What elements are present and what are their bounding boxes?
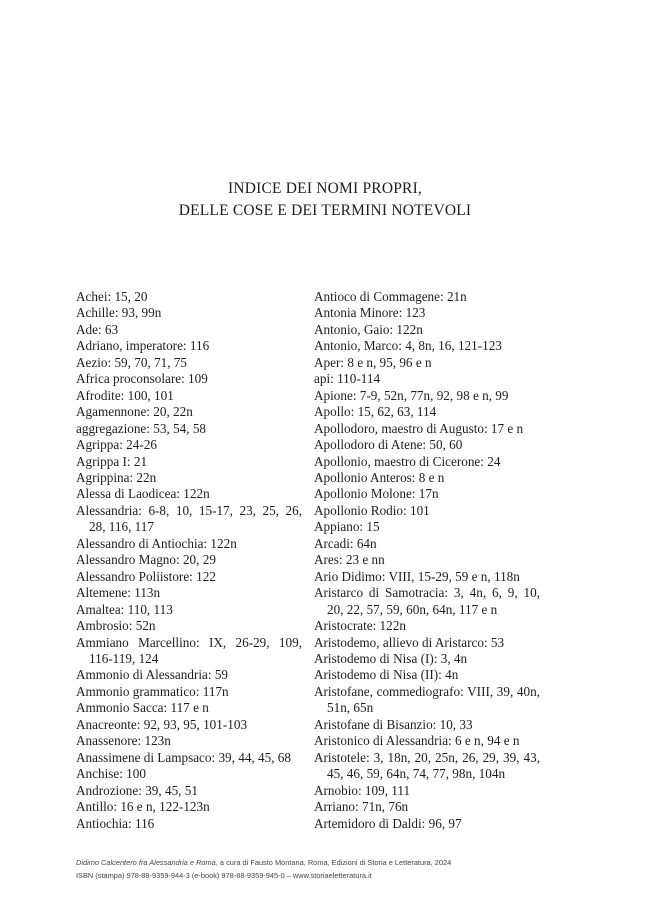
index-entry: Ares: 23 e nn xyxy=(314,552,385,568)
index-entry: Alessandria: 6-8, 10, 15-17, 23, 25, 26, 28, 116, 117 xyxy=(76,502,302,535)
index-entry: Antioco di Commagene: 21n xyxy=(314,289,467,304)
index-entry: Apione: 7-9, 52n, 77n, 92, 98 e n, 99 xyxy=(314,387,509,403)
index-entry: Agrippina: 22n xyxy=(76,469,157,485)
index-title xyxy=(0,178,650,222)
footer-citation xyxy=(76,857,451,882)
index-entry: Agrippa I: 21 xyxy=(76,453,148,469)
index-entry: Aristodemo di Nisa (I): 3, 4n xyxy=(314,650,468,666)
index-title-line-2: DELLE COSE E DEI TERMINI NOTEVOLI xyxy=(178,202,472,219)
index-entry: Aristotele: 3, 18n, 20, 25n, 26, 29, 39, 43, 45, 46, 59, 64n, 74, 77, 98n, 104n xyxy=(314,749,540,782)
index-entry: aggregazione: 53, 54, 58 xyxy=(76,420,207,436)
index-entry: Apollonio, maestro di Cicerone: 24 xyxy=(314,453,501,469)
index-entry: api: 110-114 xyxy=(314,371,381,387)
footer-publication-info: , a cura di Fausto Montana, Roma, Edizioni di Storia e Letteratura, 2024 xyxy=(215,858,452,867)
index-entry: Anassenore: 123n xyxy=(76,733,171,749)
index-entry: Afrodite: 100, 101 xyxy=(76,387,174,403)
index-entry: Androzione: 39, 45, 51 xyxy=(76,782,198,798)
index-entry: Aristodemo, allievo di Aristarco: 53 xyxy=(314,634,505,650)
index-entry: Ambrosio: 52n xyxy=(76,618,156,634)
index-entry: Aristocrate: 122n xyxy=(314,618,406,634)
index-entry: Apollodoro di Atene: 50, 60 xyxy=(314,437,463,453)
index-entry: Antonio, Marco: 4, 8n, 16, 121-123 xyxy=(314,338,502,354)
index-entry: Arcadi: 64n xyxy=(314,535,377,551)
index-entry: Arriano: 71n, 76n xyxy=(314,799,409,815)
index-entry: Antonia Minore: 123 xyxy=(314,305,426,321)
index-entry: Agamennone: 20, 22n xyxy=(76,404,193,420)
index-entry: Anassimene di Lampsaco: 39, 44, 45, 68 xyxy=(76,749,291,765)
index-entry: Arnobio: 109, 111 xyxy=(314,782,411,798)
index-entry: Anacreonte: 92, 93, 95, 101-103 xyxy=(76,716,248,732)
index-column-right xyxy=(314,289,540,832)
index-entry: Antonio, Gaio: 122n xyxy=(314,321,423,337)
index-entry: Amaltea: 110, 113 xyxy=(76,601,173,617)
index-entry: Anchise: 100 xyxy=(76,766,146,782)
index-entry: Ammonio di Alessandria: 59 xyxy=(76,667,229,683)
index-entry: Alessa di Laodicea: 122n xyxy=(76,486,210,502)
footer-book-title: Didimo Calcentero fra Alessandria e Roma xyxy=(76,858,216,867)
index-entry: Antiochia: 116 xyxy=(76,815,155,831)
index-entry: Ammonio Sacca: 117 e n xyxy=(76,700,209,716)
index-entry: Ade: 63 xyxy=(76,321,119,337)
index-entry: Antillo: 16 e n, 122-123n xyxy=(76,799,210,815)
index-entry: Alessandro Poliistore: 122 xyxy=(76,568,216,584)
index-entry: Africa proconsolare: 109 xyxy=(76,371,208,387)
index-entry: Aristofane di Bisanzio: 10, 33 xyxy=(314,716,473,732)
footer-line-1 xyxy=(76,857,451,870)
index-entry: Ario Didimo: VIII, 15-29, 59 e n, 118n xyxy=(314,568,520,584)
index-entry: Apollo: 15, 62, 63, 114 xyxy=(314,404,437,420)
index-entry: Aristonico di Alessandria: 6 e n, 94 e n xyxy=(314,733,520,749)
index-entry: Achei: 15, 20 xyxy=(76,289,148,304)
index-entry: Apollonio Molone: 17n xyxy=(314,486,439,502)
index-entry: Altemene: 113n xyxy=(76,585,161,601)
index-entry: Adriano, imperatore: 116 xyxy=(76,338,210,354)
index-entry: Apollonio Anteros: 8 e n xyxy=(314,469,445,485)
index-entry: Aristodemo di Nisa (II): 4n xyxy=(314,667,459,683)
index-entry: Alessandro di Antiochia: 122n xyxy=(76,535,237,551)
index-entry: Artemidoro di Daldi: 96, 97 xyxy=(314,815,462,831)
index-column-left xyxy=(76,289,302,832)
index-entry: Aper: 8 e n, 95, 96 e n xyxy=(314,354,432,370)
index-entry: Aristarco di Samotracia: 3, 4n, 6, 9, 10, 20, 22, 57, 59, 60n, 64n, 117 e n xyxy=(314,585,540,617)
index-entry: Agrippa: 24-26 xyxy=(76,437,157,453)
footer-line-2: ISBN (stampa) 978-88-9359-944-3 (e-book) 978-88-9359-945-0 – www.storiaeletteratura.it xyxy=(76,870,372,880)
index-entry: Ammonio grammatico: 117n xyxy=(76,683,229,699)
index-entry: Ammiano Marcellino: IX, 26-29, 109, 116-119, 124 xyxy=(76,634,302,666)
index-entry: Achille: 93, 99n xyxy=(76,305,162,321)
index-entry: Aezio: 59, 70, 71, 75 xyxy=(76,354,187,370)
index-title-line-1: INDICE DEI NOMI PROPRI, xyxy=(227,180,423,197)
index-entry: Appiano: 15 xyxy=(314,519,380,535)
index-entry: Apollodoro, maestro di Augusto: 17 e n xyxy=(314,420,524,436)
index-entry: Alessandro Magno: 20, 29 xyxy=(76,552,216,568)
index-entry: Aristofane, commediografo: VIII, 39, 40n, 51n, 65n xyxy=(314,683,540,716)
index-entry: Apollonio Rodio: 101 xyxy=(314,502,430,518)
